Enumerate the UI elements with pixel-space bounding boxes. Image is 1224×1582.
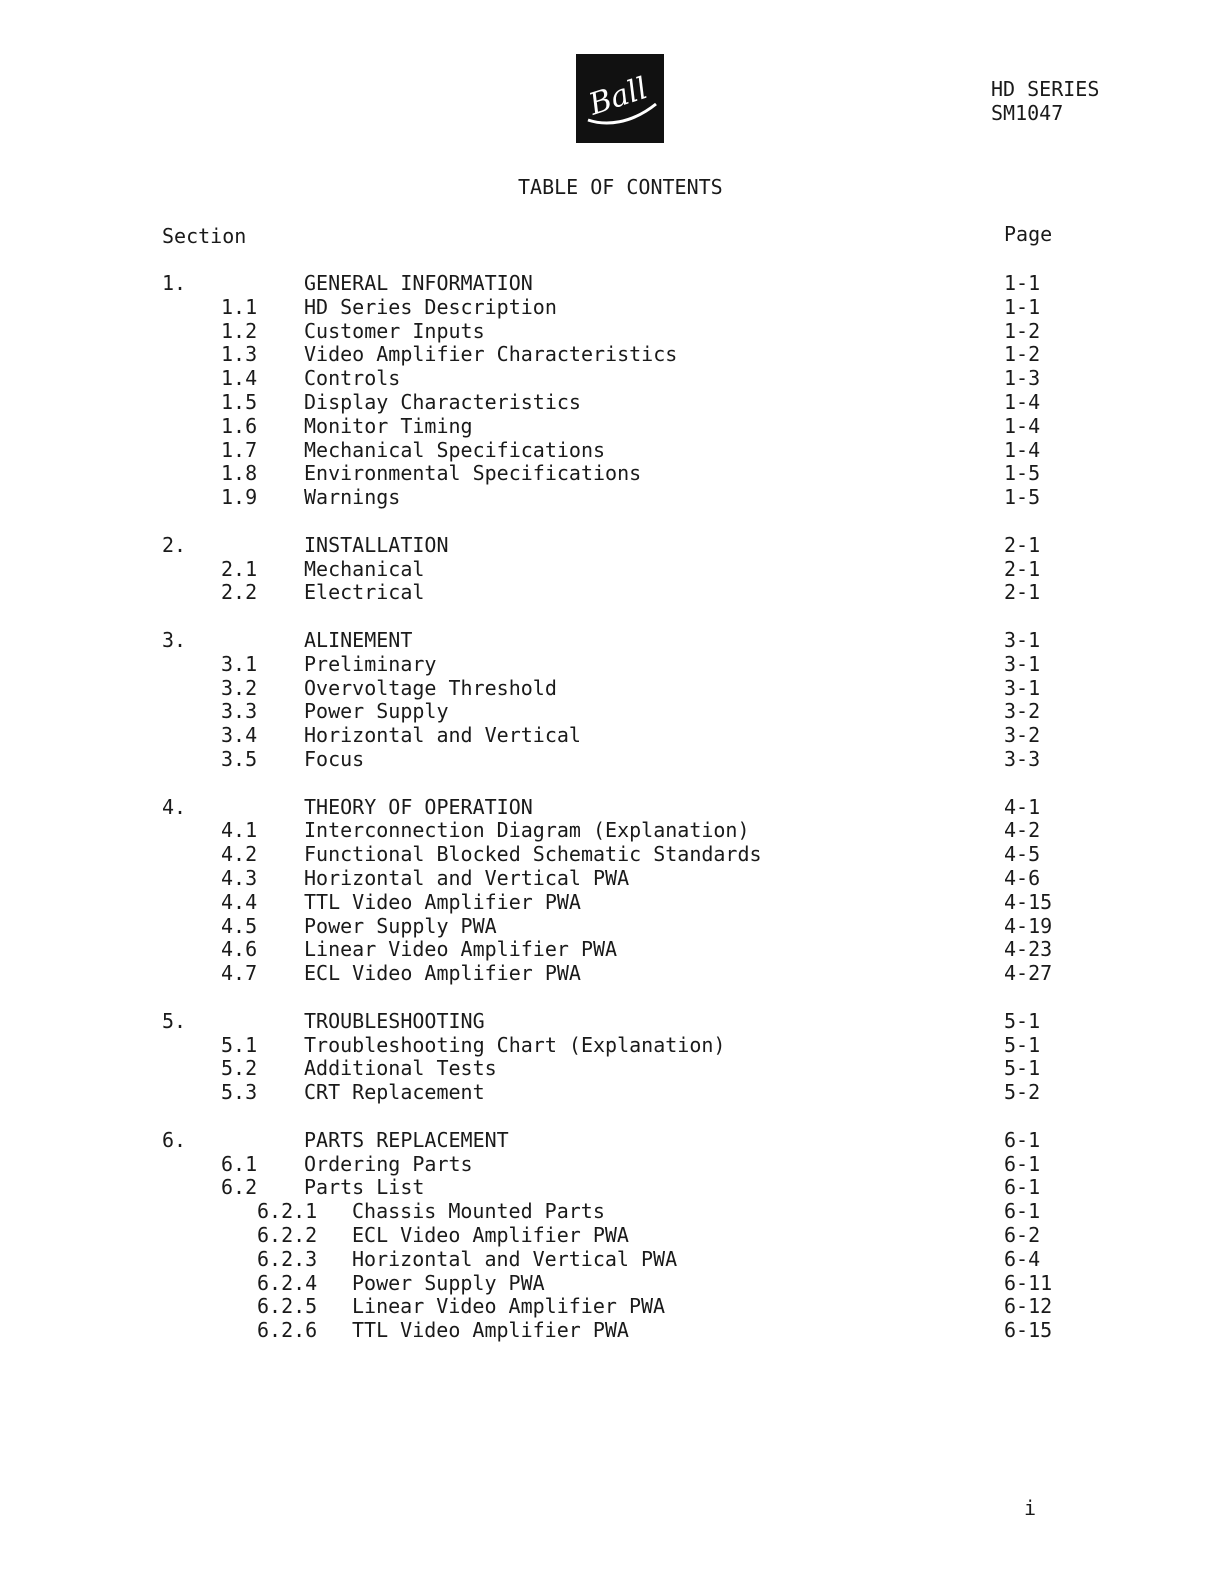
toc-num: 5.1 bbox=[221, 1033, 258, 1057]
toc-page: 3-2 bbox=[1004, 699, 1041, 723]
toc-subsection-row bbox=[0, 390, 1224, 414]
toc-num: 5.3 bbox=[221, 1080, 258, 1104]
toc-subsection-row bbox=[0, 1175, 1224, 1199]
toc-title: INSTALLATION bbox=[304, 533, 449, 557]
toc-num: 6.2 bbox=[221, 1175, 258, 1199]
toc-page: 1-5 bbox=[1004, 485, 1041, 509]
toc-title: Power Supply PWA bbox=[304, 914, 497, 938]
toc-num: 1.8 bbox=[221, 461, 258, 485]
toc-subsection-row bbox=[0, 1199, 1224, 1223]
toc-subsection-row bbox=[0, 438, 1224, 462]
page-title: TABLE OF CONTENTS bbox=[518, 175, 723, 199]
toc-num: 1.9 bbox=[221, 485, 258, 509]
toc-page: 6-15 bbox=[1004, 1318, 1053, 1342]
toc-num: 1.4 bbox=[221, 366, 258, 390]
toc-page: 5-1 bbox=[1004, 1009, 1041, 1033]
toc-page: 1-4 bbox=[1004, 438, 1041, 462]
toc-page: 3-1 bbox=[1004, 628, 1041, 652]
toc-title: Power Supply PWA bbox=[352, 1271, 545, 1295]
toc-section-row bbox=[0, 533, 1224, 557]
toc-title: Monitor Timing bbox=[304, 414, 473, 438]
toc-subsection-row bbox=[0, 676, 1224, 700]
ball-logo-mark bbox=[576, 54, 664, 143]
toc-page: 6-12 bbox=[1004, 1294, 1053, 1318]
toc-page: 4-1 bbox=[1004, 795, 1041, 819]
toc-title: Functional Blocked Schematic Standards bbox=[304, 842, 762, 866]
toc-section-row bbox=[0, 795, 1224, 819]
toc-subsection-row bbox=[0, 1033, 1224, 1057]
toc-title: GENERAL INFORMATION bbox=[304, 271, 533, 295]
toc-page: 3-3 bbox=[1004, 747, 1041, 771]
toc-num: 5.2 bbox=[221, 1056, 258, 1080]
toc-num: 6.2.5 bbox=[257, 1294, 318, 1318]
toc-num: 1.2 bbox=[221, 319, 258, 343]
toc-num: 6. bbox=[162, 1128, 187, 1152]
series-label: HD SERIES bbox=[991, 77, 1100, 101]
toc-subsection-row bbox=[0, 890, 1224, 914]
toc-page: 4-2 bbox=[1004, 818, 1041, 842]
toc-num: 6.2.6 bbox=[257, 1318, 318, 1342]
toc-num: 2. bbox=[162, 533, 187, 557]
toc-num: 1.1 bbox=[221, 295, 258, 319]
toc-num: 1. bbox=[162, 271, 187, 295]
toc-title: Horizontal and Vertical PWA bbox=[352, 1247, 678, 1271]
toc-title: TROUBLESHOOTING bbox=[304, 1009, 485, 1033]
toc-num: 4.2 bbox=[221, 842, 258, 866]
toc-num: 3.2 bbox=[221, 676, 258, 700]
page-number: i bbox=[1024, 1496, 1037, 1520]
toc-title: TTL Video Amplifier PWA bbox=[304, 890, 581, 914]
toc-page: 3-1 bbox=[1004, 676, 1041, 700]
ball-logo bbox=[576, 54, 664, 143]
toc-title: Linear Video Amplifier PWA bbox=[352, 1294, 666, 1318]
toc-subsection-row bbox=[0, 580, 1224, 604]
toc-title: ECL Video Amplifier PWA bbox=[352, 1223, 629, 1247]
toc-subsection-row bbox=[0, 1271, 1224, 1295]
toc-num: 4.7 bbox=[221, 961, 258, 985]
toc-page: 4-15 bbox=[1004, 890, 1053, 914]
toc-num: 3.3 bbox=[221, 699, 258, 723]
toc-num: 6.2.4 bbox=[257, 1271, 318, 1295]
toc-num: 2.1 bbox=[221, 557, 258, 581]
toc-num: 6.2.3 bbox=[257, 1247, 318, 1271]
toc-page: 6-2 bbox=[1004, 1223, 1041, 1247]
toc-subsection-row bbox=[0, 723, 1224, 747]
toc-page: 5-1 bbox=[1004, 1033, 1041, 1057]
toc-title: Additional Tests bbox=[304, 1056, 497, 1080]
toc-page: 4-23 bbox=[1004, 937, 1053, 961]
toc-page: 6-1 bbox=[1004, 1175, 1041, 1199]
toc-title: Ordering Parts bbox=[304, 1152, 473, 1176]
toc-subsection-row bbox=[0, 914, 1224, 938]
toc-page: 1-1 bbox=[1004, 295, 1041, 319]
toc-page: 2-1 bbox=[1004, 580, 1041, 604]
toc-title: Video Amplifier Characteristics bbox=[304, 342, 678, 366]
toc-num: 3. bbox=[162, 628, 187, 652]
toc-page: 6-1 bbox=[1004, 1199, 1041, 1223]
toc-subsection-row bbox=[0, 485, 1224, 509]
toc-page: 4-6 bbox=[1004, 866, 1041, 890]
toc-num: 1.3 bbox=[221, 342, 258, 366]
toc-num: 4. bbox=[162, 795, 187, 819]
toc-page: 6-1 bbox=[1004, 1128, 1041, 1152]
toc-title: Mechanical bbox=[304, 557, 425, 581]
toc-num: 3.5 bbox=[221, 747, 258, 771]
toc-subsection-row bbox=[0, 295, 1224, 319]
toc-page: 5-1 bbox=[1004, 1056, 1041, 1080]
toc-num: 3.4 bbox=[221, 723, 258, 747]
svg-text:Ball: Ball bbox=[584, 70, 652, 123]
toc-title: PARTS REPLACEMENT bbox=[304, 1128, 509, 1152]
toc-subsection-row bbox=[0, 1080, 1224, 1104]
toc-subsection-row bbox=[0, 319, 1224, 343]
toc-num: 1.5 bbox=[221, 390, 258, 414]
section-column-header: Section bbox=[162, 224, 247, 248]
toc-section-row bbox=[0, 271, 1224, 295]
toc-title: Warnings bbox=[304, 485, 401, 509]
toc-title: Chassis Mounted Parts bbox=[352, 1199, 605, 1223]
toc-subsection-row bbox=[0, 961, 1224, 985]
toc-subsection-row bbox=[0, 747, 1224, 771]
toc-subsection-row bbox=[0, 652, 1224, 676]
toc-page: 1-1 bbox=[1004, 271, 1041, 295]
toc-title: HD Series Description bbox=[304, 295, 557, 319]
toc-title: Customer Inputs bbox=[304, 319, 485, 343]
toc-page: 2-1 bbox=[1004, 533, 1041, 557]
toc-title: ALINEMENT bbox=[304, 628, 413, 652]
toc-title: Display Characteristics bbox=[304, 390, 581, 414]
toc-page: 6-1 bbox=[1004, 1152, 1041, 1176]
toc-subsection-row bbox=[0, 1247, 1224, 1271]
toc-page: 1-4 bbox=[1004, 414, 1041, 438]
toc-num: 2.2 bbox=[221, 580, 258, 604]
toc-subsection-row bbox=[0, 699, 1224, 723]
toc-page: 1-4 bbox=[1004, 390, 1041, 414]
toc-num: 4.1 bbox=[221, 818, 258, 842]
toc-subsection-row bbox=[0, 1318, 1224, 1342]
toc-page: 1-2 bbox=[1004, 342, 1041, 366]
toc-title: Preliminary bbox=[304, 652, 437, 676]
toc-page: 5-2 bbox=[1004, 1080, 1041, 1104]
toc-title: TTL Video Amplifier PWA bbox=[352, 1318, 629, 1342]
toc-page: 6-4 bbox=[1004, 1247, 1041, 1271]
toc-title: Focus bbox=[304, 747, 365, 771]
toc-title: Parts List bbox=[304, 1175, 425, 1199]
toc-num: 3.1 bbox=[221, 652, 258, 676]
toc-title: Interconnection Diagram (Explanation) bbox=[304, 818, 750, 842]
toc-num: 4.6 bbox=[221, 937, 258, 961]
toc-num: 6.1 bbox=[221, 1152, 258, 1176]
toc-title: Controls bbox=[304, 366, 401, 390]
toc-subsection-row bbox=[0, 842, 1224, 866]
toc-subsection-row bbox=[0, 461, 1224, 485]
toc-page: 1-3 bbox=[1004, 366, 1041, 390]
toc-title: Overvoltage Threshold bbox=[304, 676, 557, 700]
toc-num: 6.2.1 bbox=[257, 1199, 318, 1223]
toc-title: Mechanical Specifications bbox=[304, 438, 606, 462]
toc-section-row bbox=[0, 1009, 1224, 1033]
toc-subsection-row bbox=[0, 1056, 1224, 1080]
toc-page: 4-19 bbox=[1004, 914, 1053, 938]
toc-title: THEORY OF OPERATION bbox=[304, 795, 533, 819]
toc-title: ECL Video Amplifier PWA bbox=[304, 961, 581, 985]
toc-title: Linear Video Amplifier PWA bbox=[304, 937, 618, 961]
toc-section-row bbox=[0, 1128, 1224, 1152]
toc-section-row bbox=[0, 628, 1224, 652]
toc-page: 1-2 bbox=[1004, 319, 1041, 343]
toc-page: 4-5 bbox=[1004, 842, 1041, 866]
toc-page: 6-11 bbox=[1004, 1271, 1053, 1295]
toc-title: Power Supply bbox=[304, 699, 449, 723]
toc-subsection-row bbox=[0, 1294, 1224, 1318]
toc-subsection-row bbox=[0, 366, 1224, 390]
toc-title: Troubleshooting Chart (Explanation) bbox=[304, 1033, 726, 1057]
toc-title: Horizontal and Vertical PWA bbox=[304, 866, 630, 890]
toc-title: Environmental Specifications bbox=[304, 461, 642, 485]
toc-page: 4-27 bbox=[1004, 961, 1053, 985]
toc-title: Horizontal and Vertical bbox=[304, 723, 581, 747]
toc-num: 1.7 bbox=[221, 438, 258, 462]
toc-subsection-row bbox=[0, 342, 1224, 366]
toc-num: 6.2.2 bbox=[257, 1223, 318, 1247]
toc-page: 3-1 bbox=[1004, 652, 1041, 676]
toc-num: 4.4 bbox=[221, 890, 258, 914]
toc-subsection-row bbox=[0, 557, 1224, 581]
toc-subsection-row bbox=[0, 1152, 1224, 1176]
toc-page: 2-1 bbox=[1004, 557, 1041, 581]
page-column-header: Page bbox=[1004, 222, 1053, 246]
toc-num: 4.3 bbox=[221, 866, 258, 890]
toc-subsection-row bbox=[0, 866, 1224, 890]
toc-num: 5. bbox=[162, 1009, 187, 1033]
toc-page: 1-5 bbox=[1004, 461, 1041, 485]
toc-title: Electrical bbox=[304, 580, 425, 604]
toc-subsection-row bbox=[0, 818, 1224, 842]
toc-page: 3-2 bbox=[1004, 723, 1041, 747]
toc-subsection-row bbox=[0, 1223, 1224, 1247]
doc-number: SM1047 bbox=[991, 101, 1064, 125]
toc-title: CRT Replacement bbox=[304, 1080, 485, 1104]
toc-subsection-row bbox=[0, 414, 1224, 438]
toc-num: 1.6 bbox=[221, 414, 258, 438]
toc-num: 4.5 bbox=[221, 914, 258, 938]
toc-subsection-row bbox=[0, 937, 1224, 961]
